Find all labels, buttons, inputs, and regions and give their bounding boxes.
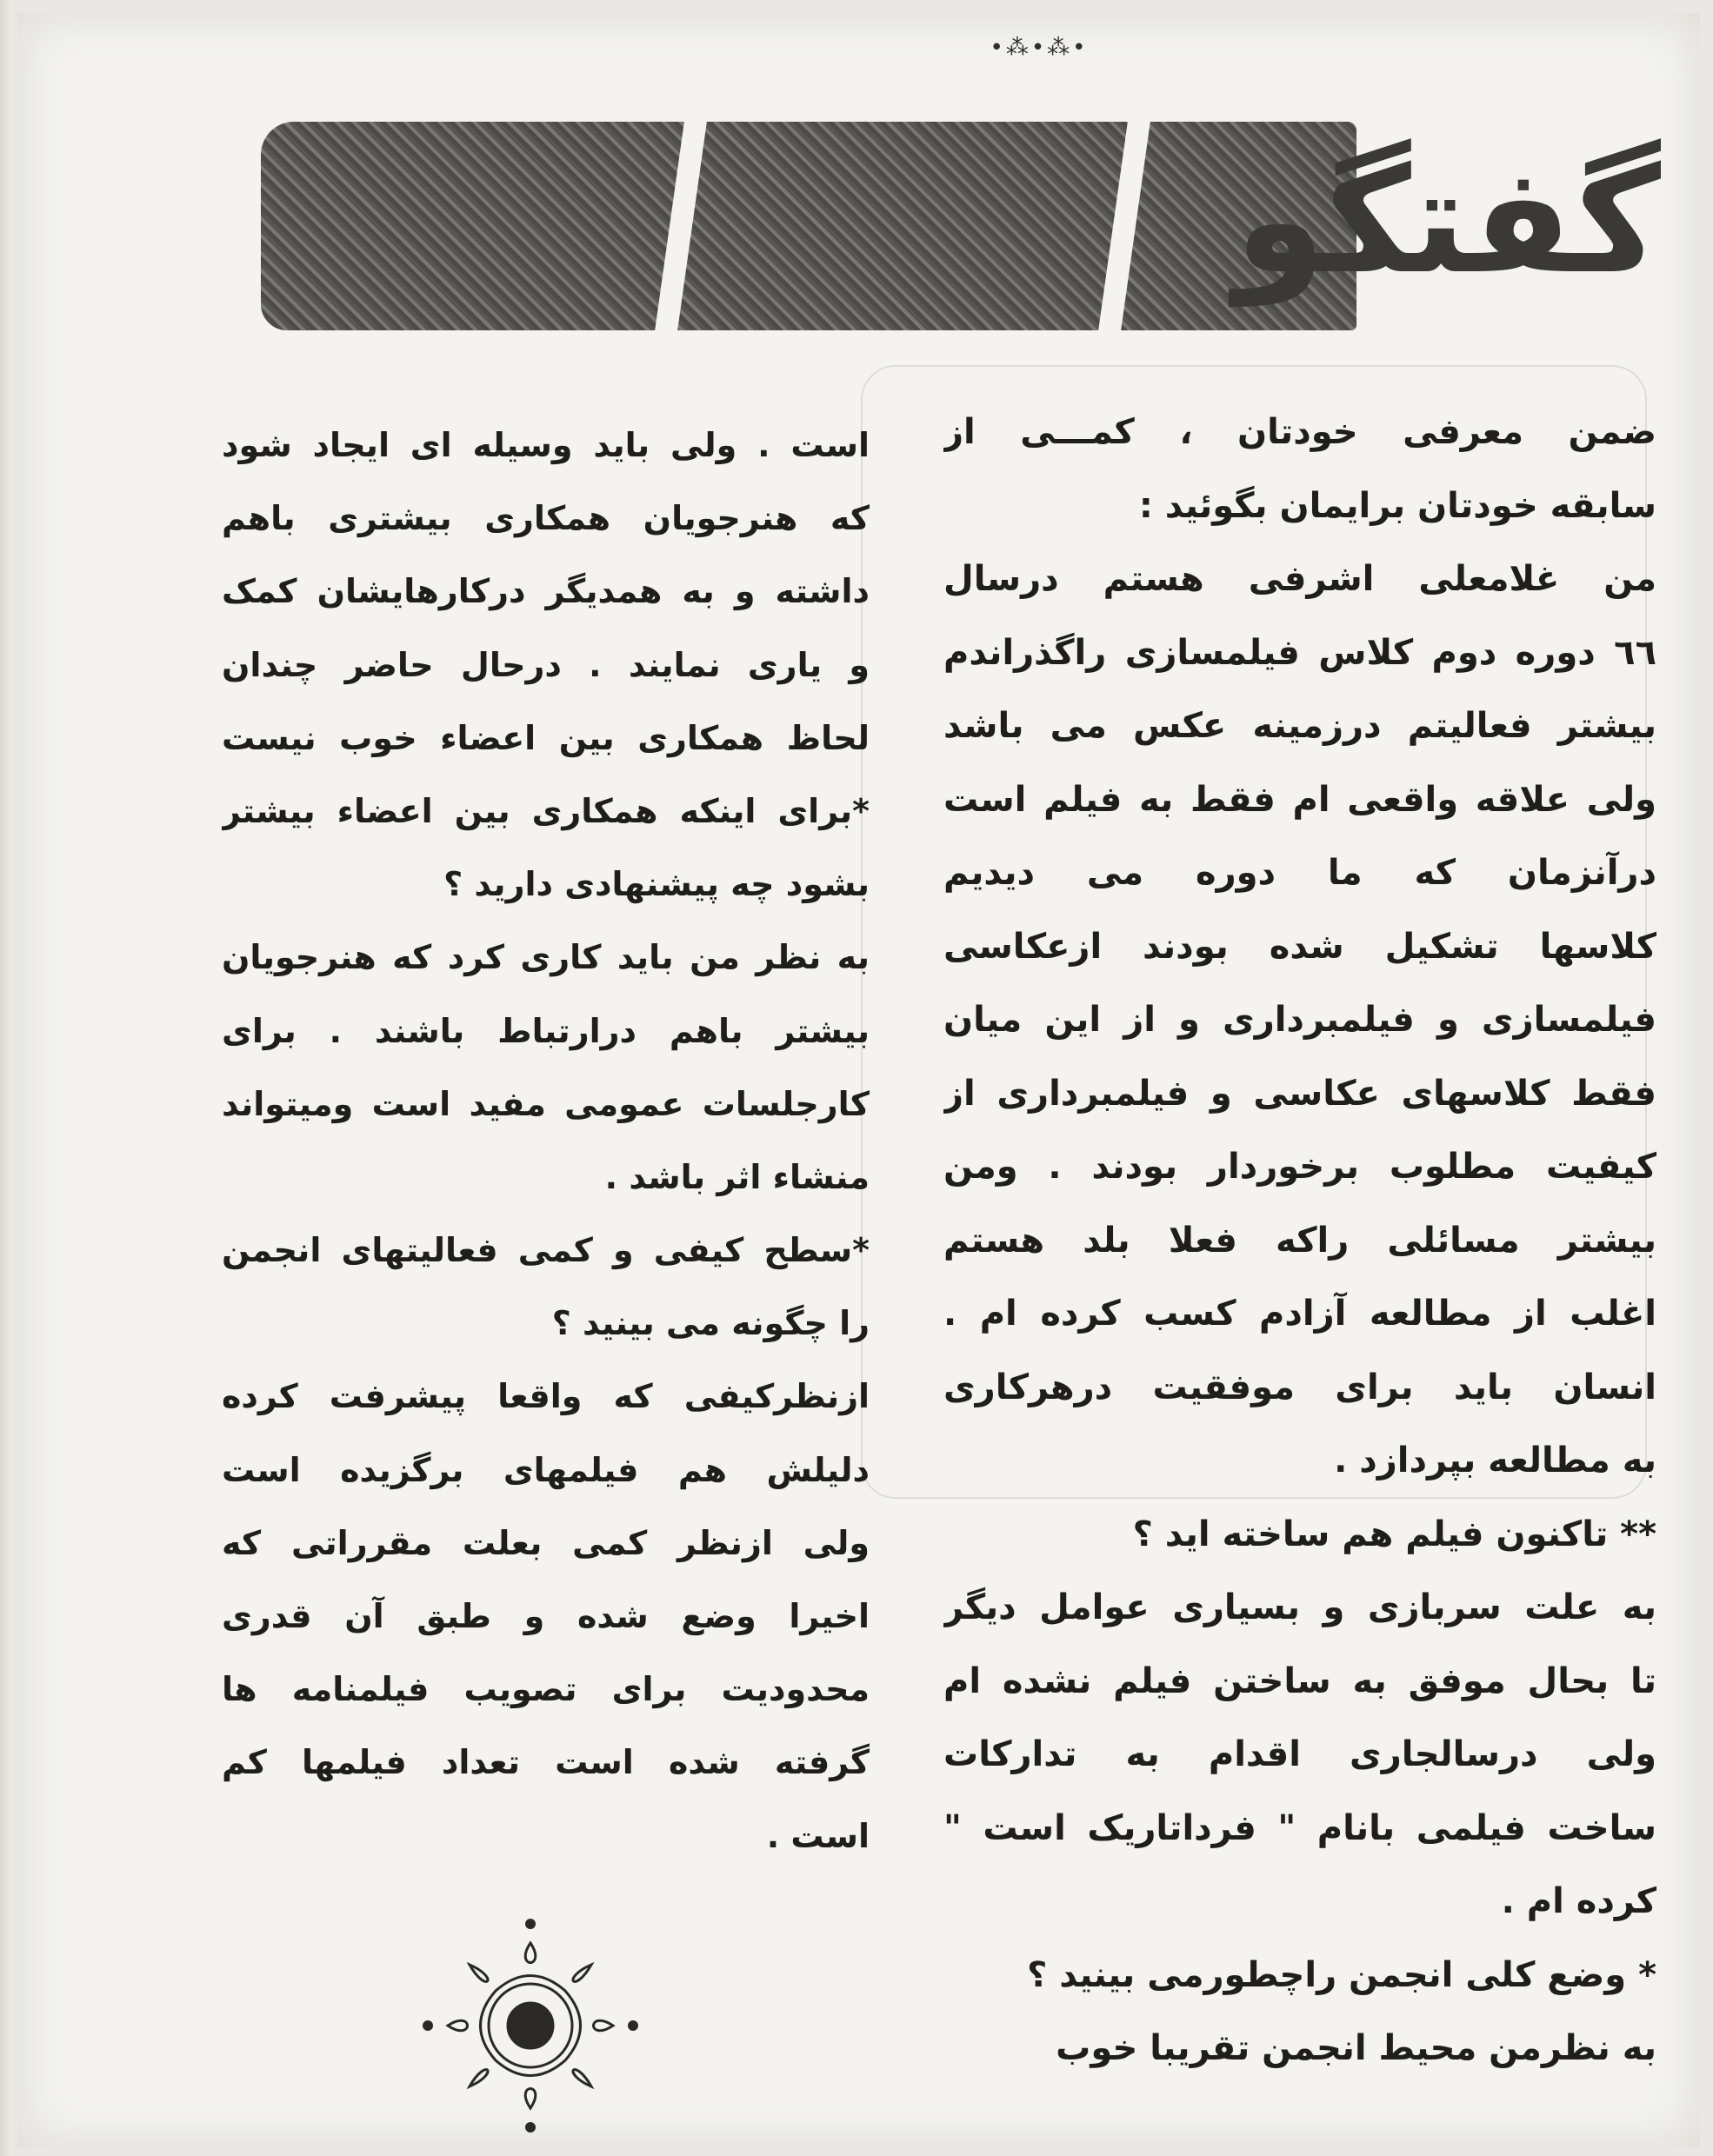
text-line: محدودیت برای تصویب فیلمنامه ها — [222, 1670, 870, 1709]
article-column-right — [943, 396, 1656, 2086]
text-line: من غلامعلی اشرفی هستم درسال — [943, 559, 1656, 599]
title-banner — [261, 122, 1661, 348]
text-line: سابقه خودتان برایمان بگوئید : — [1138, 485, 1656, 526]
text-line: است . ولی باید وسیله ای ایجاد شود — [222, 426, 870, 464]
text-line: دلیلش هم فیلمهای برگزیده است — [222, 1450, 870, 1489]
text-line: انسان باید برای موفقیت درهرکاری — [943, 1367, 1656, 1407]
text-line: ضمن معرفی خودتان ، کمـــی از — [943, 412, 1656, 452]
text-line: منشاء اثر باشد . — [604, 1157, 870, 1196]
text-line: بشود چه پیشنهادی دارید ؟ — [443, 865, 870, 904]
scan-edge — [0, 0, 12, 2156]
text-line: اخیرا وضع شده و طبق آن قدری — [222, 1597, 870, 1635]
text-line: به علت سربازی و بسیاری عوامل دیگر — [943, 1587, 1656, 1627]
text-line: به نظرمن محیط انجمن تقریبا خوب — [1056, 2028, 1656, 2068]
text-line: درآنزمان که ما دوره می دیدیم — [943, 853, 1656, 893]
text-line: را چگونه می بینید ؟ — [551, 1304, 870, 1343]
text-line: فقط کلاسهای عکاسی و فیلمبرداری از — [943, 1073, 1656, 1114]
text-line: ** تاکنون فیلم هم ساخته اید ؟ — [1132, 1514, 1656, 1554]
text-line: ولی درسالجاری اقدام به تدارکات — [943, 1734, 1656, 1774]
header-ornament: •⁂•⁂• — [990, 35, 1089, 61]
text-line: فیلمسازی و فیلمبرداری و از این میان — [943, 1000, 1656, 1040]
text-line: ولی ازنظر کمی بعلت مقرراتی که — [222, 1523, 870, 1562]
text-line: کلاسها تشکیل شده بودند ازعکاسی — [943, 926, 1656, 967]
text-line: کیفیت مطلوب برخوردار بودند . ومن — [943, 1147, 1656, 1187]
text-line: ازنظرکیفی که واقعا پیشرفت کرده — [222, 1377, 870, 1416]
text-line: تا بحال موفق به ساختن فیلم نشده ام — [943, 1660, 1656, 1701]
text-line: ساخت فیلمی بانام " فرداتاریک است " — [943, 1807, 1656, 1848]
text-line: به مطالعه بپردازد . — [1334, 1441, 1656, 1481]
text-line: *برای اینکه همکاری بین اعضاء بیشتر — [222, 791, 870, 830]
text-line: به نظر من باید کاری کرد که هنرجویان — [222, 938, 870, 977]
text-line: اغلب از مطالعه آزادم کسب کرده ام . — [943, 1294, 1656, 1334]
text-line: گرفته شده است تعداد فیلمها کم — [222, 1743, 870, 1782]
text-line: *سطح کیفی و کمی فعالیتهای انجمن — [222, 1231, 870, 1270]
text-line: بیشتر مسائلی راکه فعلا بلد هستم — [943, 1220, 1656, 1261]
text-line: بیشتر فعالیتم درزمینه عکس می باشد — [943, 706, 1656, 746]
text-line: لحاظ همکاری بین اعضاء خوب نیست — [222, 718, 870, 757]
article-column-left — [222, 409, 870, 1873]
page-title: گفتگو — [1234, 136, 1661, 306]
text-line: * وضع کلی انجمن راچطورمی بینید ؟ — [1027, 1954, 1656, 1995]
text-line: ٦٦ دوره دوم کلاس فیلمسازی راگذراندم — [943, 632, 1656, 673]
text-line: کارجلسات عمومی مفید است ومیتواند — [222, 1084, 870, 1123]
text-line: است . — [766, 1816, 870, 1855]
floral-ornament-icon — [417, 1908, 643, 2134]
text-line: داشته و به همدیگر درکارهایشان کمک — [222, 572, 870, 611]
title-photo-band — [261, 122, 1356, 330]
text-line: و یاری نمایند . درحال حاضر چندان — [222, 645, 870, 684]
text-line: بیشتر باهم درارتباط باشند . برای — [222, 1011, 870, 1050]
text-line: کرده ام . — [1501, 1881, 1656, 1921]
text-line: ولی علاقه واقعی ام فقط به فیلم است — [943, 779, 1656, 820]
text-line: که هنرجویان همکاری بیشتری باهم — [222, 499, 870, 538]
